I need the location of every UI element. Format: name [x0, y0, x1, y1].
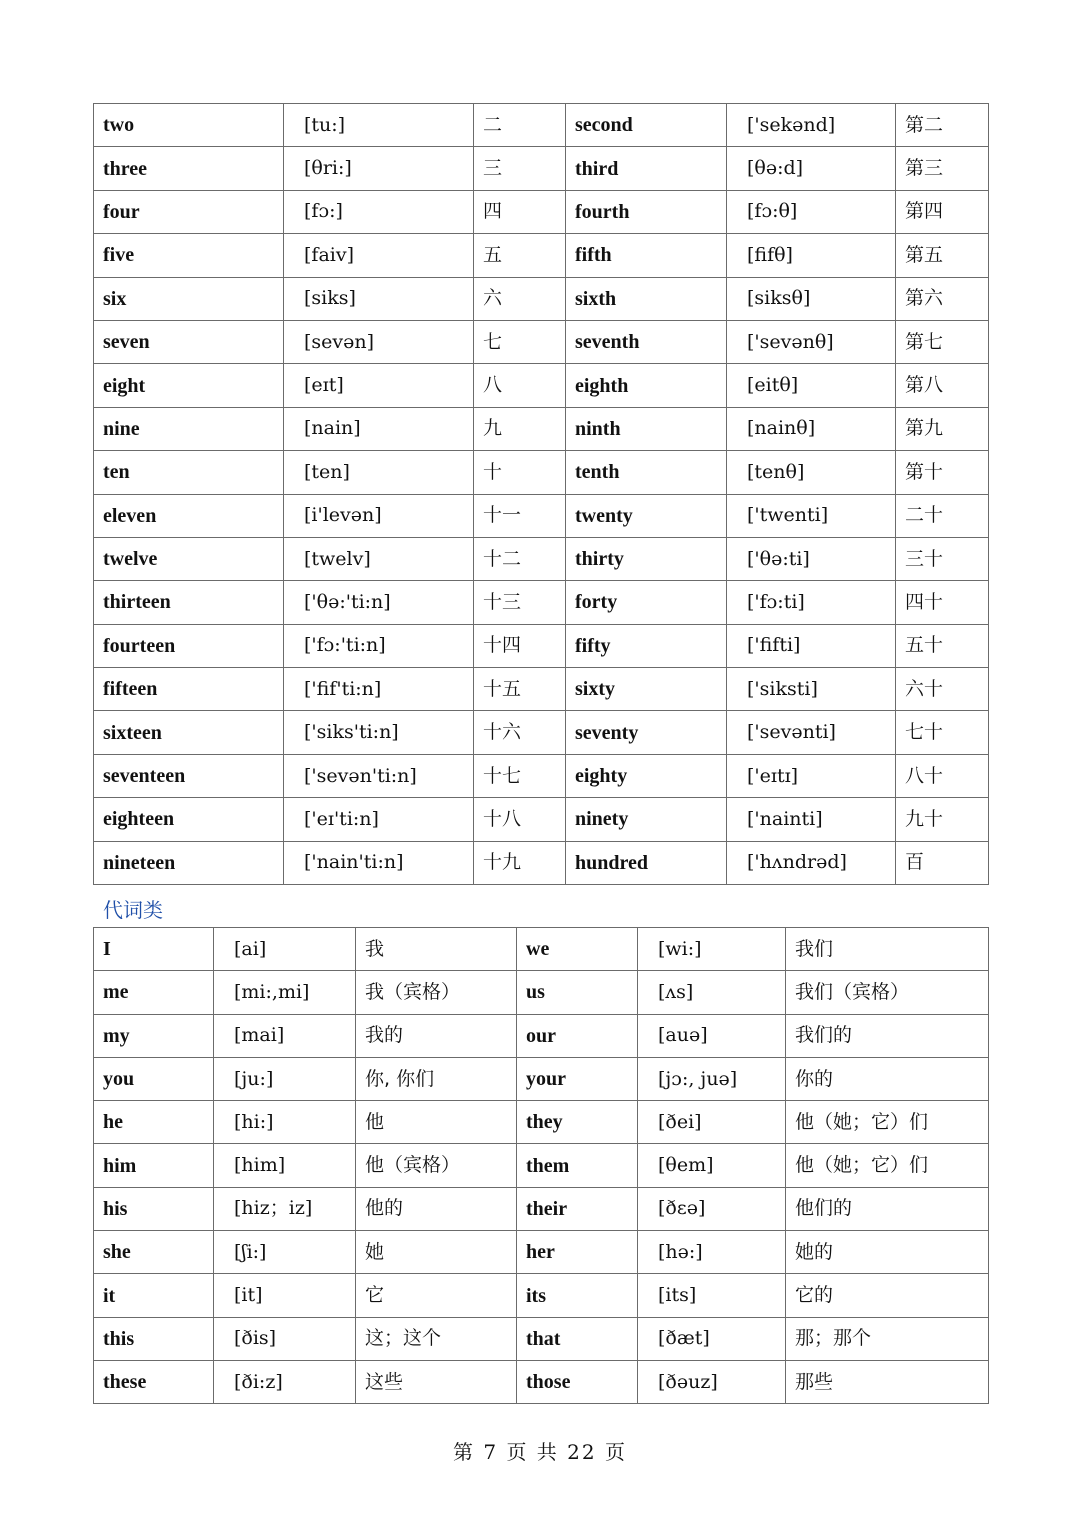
table-row: [94, 537, 989, 580]
meaning-cell: 我: [356, 928, 517, 971]
meaning-cell: 我的: [356, 1014, 517, 1057]
meaning-cell: 我们的: [786, 1014, 989, 1057]
numbers-vocabulary-table: [93, 103, 989, 885]
phonetic-cell: ['nain'ti:n]: [284, 841, 474, 884]
table-row: [94, 1317, 989, 1360]
phonetic-cell: [siks]: [284, 277, 474, 320]
phonetic-cell: [mai]: [214, 1014, 356, 1057]
meaning-cell: 这；这个: [356, 1317, 517, 1360]
table-row: [94, 1360, 989, 1403]
word-cell: my: [94, 1014, 214, 1057]
phonetic-cell: [ai]: [214, 928, 356, 971]
word-cell: fourteen: [94, 624, 284, 667]
phonetic-cell: ['θə:ti]: [727, 537, 896, 580]
word-cell: ninety: [566, 798, 727, 841]
phonetic-cell: ['fɔ:ti]: [727, 581, 896, 624]
meaning-cell: 十三: [474, 581, 566, 624]
table-row: [94, 407, 989, 450]
phonetic-cell: [hə:]: [638, 1231, 786, 1274]
phonetic-cell: [θem]: [638, 1144, 786, 1187]
word-cell: hundred: [566, 841, 727, 884]
phonetic-cell: ['fɔ:'ti:n]: [284, 624, 474, 667]
word-cell: she: [94, 1231, 214, 1274]
word-cell: this: [94, 1317, 214, 1360]
phonetic-cell: [ðɛə]: [638, 1187, 786, 1230]
word-cell: two: [94, 104, 284, 147]
table-row: [94, 190, 989, 233]
word-cell: nineteen: [94, 841, 284, 884]
word-cell: seventh: [566, 320, 727, 363]
phonetic-cell: [ten]: [284, 451, 474, 494]
meaning-cell: 十一: [474, 494, 566, 537]
word-cell: sixteen: [94, 711, 284, 754]
meaning-cell: 十五: [474, 668, 566, 711]
word-cell: forty: [566, 581, 727, 624]
meaning-cell: 十六: [474, 711, 566, 754]
phonetic-cell: [nain]: [284, 407, 474, 450]
word-cell: twenty: [566, 494, 727, 537]
table-row: [94, 1274, 989, 1317]
table-row: [94, 971, 989, 1014]
word-cell: fifty: [566, 624, 727, 667]
meaning-cell: 十九: [474, 841, 566, 884]
meaning-cell: 他的: [356, 1187, 517, 1230]
pronouns-vocabulary-table: [93, 927, 989, 1404]
phonetic-cell: ['sekənd]: [727, 104, 896, 147]
word-cell: their: [517, 1187, 638, 1230]
meaning-cell: 六: [474, 277, 566, 320]
phonetic-cell: [fifθ]: [727, 234, 896, 277]
phonetic-cell: ['twenti]: [727, 494, 896, 537]
table-row: [94, 494, 989, 537]
word-cell: thirty: [566, 537, 727, 580]
meaning-cell: 八十: [896, 754, 989, 797]
meaning-cell: 你的: [786, 1057, 989, 1100]
meaning-cell: 二十: [896, 494, 989, 537]
meaning-cell: 她: [356, 1231, 517, 1274]
table-row: [94, 841, 989, 884]
meaning-cell: 第三: [896, 147, 989, 190]
word-cell: we: [517, 928, 638, 971]
phonetic-cell: [eɪt]: [284, 364, 474, 407]
phonetic-cell: ['fifti]: [727, 624, 896, 667]
word-cell: I: [94, 928, 214, 971]
meaning-cell: 你, 你们: [356, 1057, 517, 1100]
table-row: [94, 1144, 989, 1187]
phonetic-cell: [its]: [638, 1274, 786, 1317]
word-cell: sixth: [566, 277, 727, 320]
phonetic-cell: [faiv]: [284, 234, 474, 277]
meaning-cell: 百: [896, 841, 989, 884]
table-row: [94, 928, 989, 971]
phonetic-cell: ['sevənti]: [727, 711, 896, 754]
meaning-cell: 第八: [896, 364, 989, 407]
word-cell: her: [517, 1231, 638, 1274]
meaning-cell: 十: [474, 451, 566, 494]
meaning-cell: 它: [356, 1274, 517, 1317]
meaning-cell: 九十: [896, 798, 989, 841]
word-cell: tenth: [566, 451, 727, 494]
phonetic-cell: [mi:,mi]: [214, 971, 356, 1014]
word-cell: four: [94, 190, 284, 233]
meaning-cell: 我（宾格）: [356, 971, 517, 1014]
word-cell: he: [94, 1101, 214, 1144]
meaning-cell: 九: [474, 407, 566, 450]
word-cell: that: [517, 1317, 638, 1360]
phonetic-cell: [ðei]: [638, 1101, 786, 1144]
word-cell: him: [94, 1144, 214, 1187]
word-cell: sixty: [566, 668, 727, 711]
table-row: [94, 234, 989, 277]
phonetic-cell: [θri:]: [284, 147, 474, 190]
numbers-table-body: [94, 104, 989, 885]
word-cell: second: [566, 104, 727, 147]
phonetic-cell: [hi:]: [214, 1101, 356, 1144]
phonetic-cell: [ði:z]: [214, 1360, 356, 1403]
phonetic-cell: ['nainti]: [727, 798, 896, 841]
word-cell: six: [94, 277, 284, 320]
word-cell: seven: [94, 320, 284, 363]
table-row: [94, 104, 989, 147]
word-cell: your: [517, 1057, 638, 1100]
phonetic-cell: ['siks'ti:n]: [284, 711, 474, 754]
phonetic-cell: [jɔ:, juə]: [638, 1057, 786, 1100]
phonetic-cell: [auə]: [638, 1014, 786, 1057]
meaning-cell: 五: [474, 234, 566, 277]
meaning-cell: 七十: [896, 711, 989, 754]
phonetic-cell: [hiz；iz]: [214, 1187, 356, 1230]
phonetic-cell: [siksθ]: [727, 277, 896, 320]
table-row: [94, 1231, 989, 1274]
phonetic-cell: [eitθ]: [727, 364, 896, 407]
phonetic-cell: [i'levən]: [284, 494, 474, 537]
phonetic-cell: [ðis]: [214, 1317, 356, 1360]
phonetic-cell: ['eɪtɪ]: [727, 754, 896, 797]
word-cell: seventeen: [94, 754, 284, 797]
meaning-cell: 她的: [786, 1231, 989, 1274]
word-cell: eighth: [566, 364, 727, 407]
table-row: [94, 364, 989, 407]
meaning-cell: 五十: [896, 624, 989, 667]
phonetic-cell: ['hʌndrəd]: [727, 841, 896, 884]
word-cell: they: [517, 1101, 638, 1144]
phonetic-cell: [ðəuz]: [638, 1360, 786, 1403]
phonetic-cell: [fɔ:]: [284, 190, 474, 233]
table-row: [94, 798, 989, 841]
meaning-cell: 第二: [896, 104, 989, 147]
meaning-cell: 他: [356, 1101, 517, 1144]
meaning-cell: 那；那个: [786, 1317, 989, 1360]
meaning-cell: 二: [474, 104, 566, 147]
word-cell: fifteen: [94, 668, 284, 711]
phonetic-cell: [ðæt]: [638, 1317, 786, 1360]
word-cell: fifth: [566, 234, 727, 277]
phonetic-cell: [fɔ:θ]: [727, 190, 896, 233]
table-row: [94, 711, 989, 754]
meaning-cell: 三十: [896, 537, 989, 580]
word-cell: seventy: [566, 711, 727, 754]
word-cell: ninth: [566, 407, 727, 450]
meaning-cell: 我们（宾格）: [786, 971, 989, 1014]
meaning-cell: 四十: [896, 581, 989, 624]
phonetic-cell: [him]: [214, 1144, 356, 1187]
phonetic-cell: [sevən]: [284, 320, 474, 363]
phonetic-cell: [it]: [214, 1274, 356, 1317]
word-cell: these: [94, 1360, 214, 1403]
meaning-cell: 第四: [896, 190, 989, 233]
word-cell: those: [517, 1360, 638, 1403]
meaning-cell: 十二: [474, 537, 566, 580]
word-cell: it: [94, 1274, 214, 1317]
phonetic-cell: ['sevən'ti:n]: [284, 754, 474, 797]
phonetic-cell: [ʌs]: [638, 971, 786, 1014]
meaning-cell: 它的: [786, 1274, 989, 1317]
meaning-cell: 十八: [474, 798, 566, 841]
word-cell: you: [94, 1057, 214, 1100]
phonetic-cell: [θə:d]: [727, 147, 896, 190]
word-cell: third: [566, 147, 727, 190]
meaning-cell: 十七: [474, 754, 566, 797]
table-row: [94, 320, 989, 363]
meaning-cell: 第五: [896, 234, 989, 277]
meaning-cell: 第六: [896, 277, 989, 320]
word-cell: me: [94, 971, 214, 1014]
phonetic-cell: ['siksti]: [727, 668, 896, 711]
phonetic-cell: [nainθ]: [727, 407, 896, 450]
word-cell: its: [517, 1274, 638, 1317]
phonetic-cell: [tu:]: [284, 104, 474, 147]
table-row: [94, 451, 989, 494]
word-cell: our: [517, 1014, 638, 1057]
meaning-cell: 我们: [786, 928, 989, 971]
phonetic-cell: ['θə:'ti:n]: [284, 581, 474, 624]
phonetic-cell: [ʃi:]: [214, 1231, 356, 1274]
meaning-cell: 他们的: [786, 1187, 989, 1230]
table-row: [94, 581, 989, 624]
word-cell: eighty: [566, 754, 727, 797]
phonetic-cell: [tenθ]: [727, 451, 896, 494]
word-cell: thirteen: [94, 581, 284, 624]
meaning-cell: 第十: [896, 451, 989, 494]
word-cell: them: [517, 1144, 638, 1187]
table-row: [94, 147, 989, 190]
phonetic-cell: [twelv]: [284, 537, 474, 580]
meaning-cell: 他（她；它）们: [786, 1101, 989, 1144]
table-row: [94, 754, 989, 797]
word-cell: eight: [94, 364, 284, 407]
meaning-cell: 十四: [474, 624, 566, 667]
phonetic-cell: [wi:]: [638, 928, 786, 971]
meaning-cell: 他（宾格）: [356, 1144, 517, 1187]
word-cell: eleven: [94, 494, 284, 537]
phonetic-cell: [ju:]: [214, 1057, 356, 1100]
meaning-cell: 七: [474, 320, 566, 363]
meaning-cell: 四: [474, 190, 566, 233]
table-row: [94, 624, 989, 667]
meaning-cell: 这些: [356, 1360, 517, 1403]
table-row: [94, 277, 989, 320]
word-cell: fourth: [566, 190, 727, 233]
word-cell: nine: [94, 407, 284, 450]
table-row: [94, 668, 989, 711]
pronouns-table-body: [94, 928, 989, 1404]
meaning-cell: 第九: [896, 407, 989, 450]
meaning-cell: 三: [474, 147, 566, 190]
phonetic-cell: ['sevənθ]: [727, 320, 896, 363]
word-cell: three: [94, 147, 284, 190]
phonetic-cell: ['fif'ti:n]: [284, 668, 474, 711]
word-cell: his: [94, 1187, 214, 1230]
section-label-pronouns: 代词类: [103, 898, 163, 922]
table-row: [94, 1187, 989, 1230]
phonetic-cell: ['eɪ'ti:n]: [284, 798, 474, 841]
meaning-cell: 第七: [896, 320, 989, 363]
table-row: [94, 1014, 989, 1057]
table-row: [94, 1057, 989, 1100]
word-cell: twelve: [94, 537, 284, 580]
table-row: [94, 1101, 989, 1144]
word-cell: us: [517, 971, 638, 1014]
meaning-cell: 那些: [786, 1360, 989, 1403]
word-cell: five: [94, 234, 284, 277]
meaning-cell: 八: [474, 364, 566, 407]
meaning-cell: 他（她；它）们: [786, 1144, 989, 1187]
word-cell: ten: [94, 451, 284, 494]
page-number-footer: 第 7 页 共 22 页: [453, 1440, 627, 1464]
meaning-cell: 六十: [896, 668, 989, 711]
word-cell: eighteen: [94, 798, 284, 841]
